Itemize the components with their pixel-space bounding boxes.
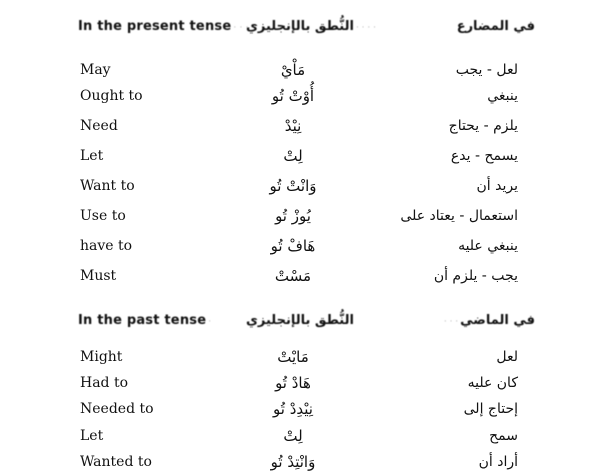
arabic-meaning: إحتاج إلى (463, 401, 518, 417)
table-row (0, 143, 593, 169)
table-row (0, 344, 593, 370)
english-word: Use to (80, 208, 126, 224)
present-header-transliteration: النُّطق بالإنجليزي · · · · (246, 19, 376, 34)
arabic-meaning: يجب - يلزم أن (433, 268, 518, 284)
transliteration: لِتْ (283, 427, 303, 445)
table-row (0, 370, 593, 396)
arabic-meaning: لعل (496, 349, 518, 365)
present-header-english: In the present tense · · · (78, 19, 249, 34)
english-word: Might (80, 349, 123, 365)
table-row (0, 423, 593, 449)
arabic-meaning: لعل - يجب (455, 62, 518, 78)
arabic-meaning: كان عليه (467, 375, 518, 391)
arabic-meaning: يلزم - يحتاج (448, 118, 518, 134)
present-header-transliteration-faint: · · · · (355, 23, 376, 33)
transliteration: نِيْدِدْ تُو (273, 400, 313, 418)
arabic-meaning: أراد أن (478, 454, 518, 470)
english-word: Let (80, 428, 104, 444)
english-word: Needed to (80, 401, 154, 417)
table-row (0, 263, 593, 289)
english-word: Let (80, 148, 104, 164)
transliteration: وَانْتِدْ تُو (270, 453, 316, 471)
english-word: Ought to (80, 88, 143, 104)
english-word: Want to (80, 178, 135, 194)
table-row (0, 203, 593, 229)
past-header-english-faint: · (208, 317, 212, 327)
transliteration: مَاْيْ (280, 61, 306, 79)
transliteration: لِتْ (283, 147, 303, 165)
table-row (0, 173, 593, 199)
arabic-meaning: ينبغي عليه (458, 238, 518, 254)
english-word: have to (80, 238, 133, 254)
transliteration: هَافْ تُو (270, 237, 316, 255)
past-tense-header (0, 310, 593, 336)
transliteration: نِيْدْ (284, 117, 302, 135)
past-header-transliteration: النُّطق بالإنجليزي (246, 313, 354, 328)
table-row (0, 449, 593, 475)
arabic-meaning: يسمح - يدع (450, 148, 518, 164)
transliteration: أُوْتْ تُو (271, 87, 315, 105)
table-row (0, 83, 593, 109)
table-row (0, 113, 593, 139)
transliteration: وَانْتْ تُو (269, 177, 317, 195)
transliteration: هَادْ تُو (275, 374, 311, 392)
transliteration: مَسْتْ (274, 267, 312, 285)
english-word: May (80, 62, 111, 78)
transliteration: يُوزْ تُو (275, 207, 311, 225)
present-header-arabic: في المضارع (456, 19, 535, 34)
english-word: Wanted to (80, 454, 152, 470)
table-row (0, 396, 593, 422)
table-row (0, 57, 593, 83)
arabic-meaning: استعمال - يعتاد على (400, 208, 518, 224)
past-header-english: In the past tense · (78, 313, 212, 328)
arabic-meaning: يريد أن (476, 178, 518, 194)
present-header-english-faint: · · · (233, 23, 249, 33)
english-word: Had to (80, 375, 129, 391)
arabic-meaning: سمح (489, 428, 518, 444)
transliteration: مَايْتْ (277, 348, 309, 366)
english-word: Need (80, 118, 118, 134)
past-header-arabic-faint: · · · (443, 317, 459, 327)
english-word: Must (80, 268, 117, 284)
arabic-meaning: ينبغي (487, 88, 518, 104)
past-header-arabic: في الماضي· · · (443, 313, 535, 328)
table-row (0, 233, 593, 259)
present-tense-header (0, 16, 593, 42)
